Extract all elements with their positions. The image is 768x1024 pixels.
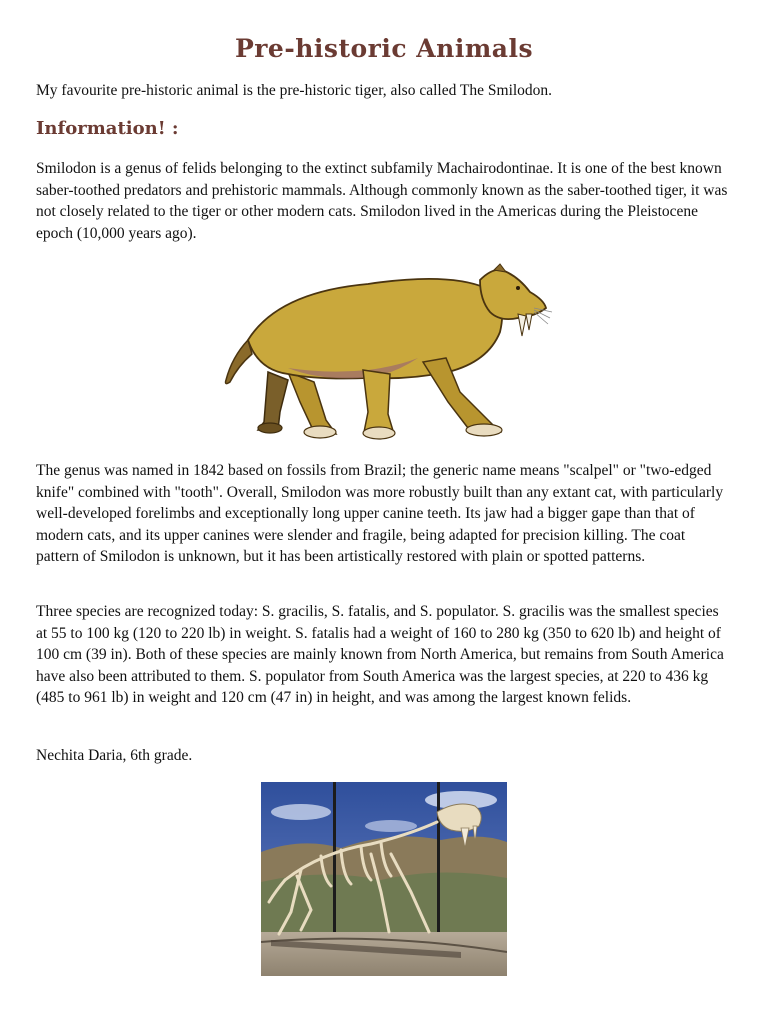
signature: Nechita Daria, 6th grade. xyxy=(36,747,193,764)
paragraph-3: Three species are recognized today: S. gracilis, S. fatalis, and S. populator. S. gracilis was the smallest species at 55 to 100 kg (120 to 220 lb) in weight. S. fatalis had a weight of 160 to 280 kg (350 to 620 lb) and height of 100 cm (39 in). Both of these species are mainly known from North America, but remains from South America have also been attributed to them. S. populator from South America was the largest species, at 220 to 436 kg (485 to 961 lb) in weight and 120 cm (47 in) in height, and was among the largest known felids. xyxy=(36,603,724,707)
skeleton-photo xyxy=(261,782,507,976)
page-title: Pre-historic Animals xyxy=(234,34,534,63)
section-heading: Information! : xyxy=(36,118,179,139)
smilodon-illustration xyxy=(218,262,554,446)
paragraph-2: The genus was named in 1842 based on fossils from Brazil; the generic name means "scalpel" or "two-edged knife" combined with "tooth". Overall, Smilodon was more robustly built than any extant cat, with particularly well-developed forelimbs and exceptionally long upper canine teeth. Its jaw had a bigger gape than that of modern cats, and its upper canines were slender and fragile, being adapted for precision killing. The coat pattern of Smilodon is unknown, but it has been artistically restored with plain or spotted patterns. xyxy=(36,462,724,566)
intro-text: My favourite pre-historic animal is the pre-historic tiger, also called The Smilodon. xyxy=(36,82,553,99)
paragraph-1: Smilodon is a genus of felids belonging to the extinct subfamily Machairodontinae. It is one of the best known saber-toothed predators and prehistoric mammals. Although commonly known as the saber-toothed tiger, it was not closely related to the tiger or other modern cats. Smilodon lived in the Americas during the Pleistocene epoch (10,000 years ago). xyxy=(36,160,728,242)
